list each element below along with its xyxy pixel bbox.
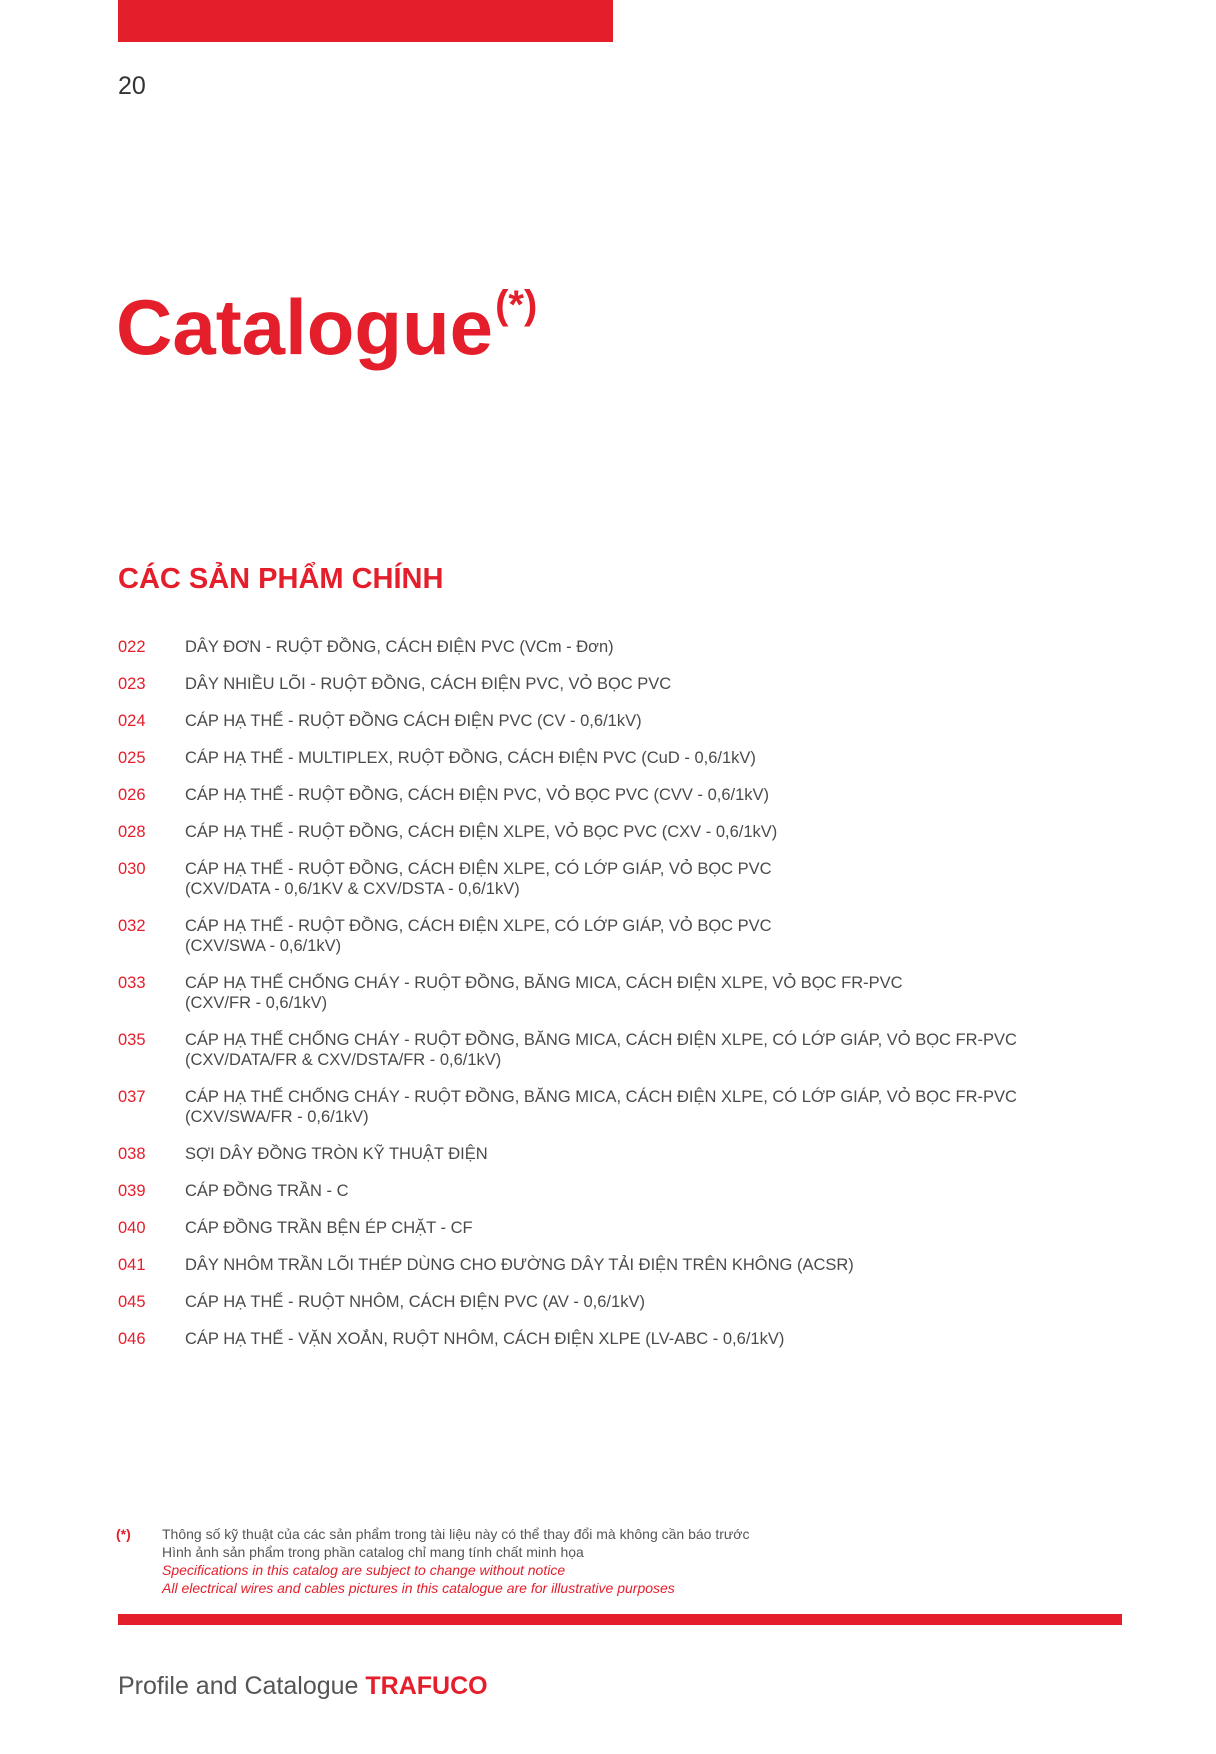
product-name — [185, 1087, 1017, 1127]
footer-brand: TRAFUCO — [365, 1672, 488, 1700]
page-number: 20 — [118, 72, 146, 100]
product-item — [118, 785, 1038, 805]
product-code: 037 — [118, 1088, 146, 1106]
product-name-line-2: (CXV/DATA - 0,6/1KV & CXV/DSTA - 0,6/1kV) — [185, 880, 520, 898]
product-item — [118, 1292, 1038, 1312]
product-name-line: CÁP HẠ THẾ - RUỘT ĐỒNG, CÁCH ĐIỆN XLPE, CÓ LỚP GIÁP, VỎ BỌC PVC — [185, 860, 772, 878]
footnote-line-en-1: Specifications in this catalog are subject to change without notice — [162, 1562, 566, 1578]
product-name-line: CÁP HẠ THẾ CHỐNG CHÁY - RUỘT ĐỒNG, BĂNG MICA, CÁCH ĐIỆN XLPE, VỎ BỌC FR-PVC — [185, 974, 903, 992]
product-item — [118, 1087, 1038, 1127]
product-name — [185, 1292, 645, 1312]
product-item — [118, 1144, 1038, 1164]
product-name-line-2: (CXV/DATA/FR & CXV/DSTA/FR - 0,6/1kV) — [185, 1051, 502, 1069]
product-item — [118, 711, 1038, 731]
product-code: 032 — [118, 917, 146, 935]
product-name-line: CÁP HẠ THẾ - RUỘT ĐỒNG, CÁCH ĐIỆN XLPE, CÓ LỚP GIÁP, VỎ BỌC PVC — [185, 917, 772, 935]
product-name-line: CÁP HẠ THẾ - RUỘT ĐỒNG, CÁCH ĐIỆN XLPE, VỎ BỌC PVC (CXV - 0,6/1kV) — [185, 823, 778, 841]
product-code: 040 — [118, 1219, 146, 1237]
product-item — [118, 1030, 1038, 1070]
product-name-line: CÁP ĐỒNG TRẦN BỆN ÉP CHẶT - CF — [185, 1219, 473, 1237]
product-item — [118, 859, 1038, 899]
product-name-line: DÂY NHIỀU LÕI - RUỘT ĐỒNG, CÁCH ĐIỆN PVC, VỎ BỌC PVC — [185, 675, 672, 693]
bottom-accent-bar — [118, 1614, 1122, 1625]
product-item — [118, 822, 1038, 842]
top-accent-bar — [118, 0, 613, 42]
product-name-line: CÁP HẠ THẾ - RUỘT ĐỒNG CÁCH ĐIỆN PVC (CV - 0,6/1kV) — [185, 712, 642, 730]
product-code: 046 — [118, 1330, 146, 1348]
product-code: 025 — [118, 749, 146, 767]
product-name-line: CÁP HẠ THẾ - VẶN XOẮN, RUỘT NHÔM, CÁCH ĐIỆN XLPE (LV-ABC - 0,6/1kV) — [185, 1330, 785, 1348]
product-code: 023 — [118, 675, 146, 693]
footnote-line-vi-2: Hình ảnh sản phẩm trong phần catalog chỉ mang tính chất minh họa — [162, 1544, 584, 1560]
product-name — [185, 748, 756, 768]
product-code: 028 — [118, 823, 146, 841]
footer-text: Profile and Catalogue — [118, 1672, 366, 1700]
product-name-line-2: (CXV/FR - 0,6/1kV) — [185, 994, 328, 1012]
product-item — [118, 1255, 1038, 1275]
footnote-line-en-2: All electrical wires and cables pictures in this catalogue are for illustrative purposes — [162, 1580, 675, 1596]
product-code: 033 — [118, 974, 146, 992]
product-item — [118, 973, 1038, 1013]
product-code: 038 — [118, 1145, 146, 1163]
product-code: 022 — [118, 638, 146, 656]
product-name — [185, 674, 671, 694]
title-text: Catalogue — [116, 283, 494, 371]
product-name — [185, 637, 614, 657]
product-code: 039 — [118, 1182, 146, 1200]
product-name — [185, 973, 903, 1013]
product-item — [118, 1329, 1038, 1349]
product-item — [118, 748, 1038, 768]
product-name-line: CÁP ĐỒNG TRẦN - C — [185, 1182, 349, 1200]
footnote-marker: (*) — [116, 1526, 131, 1542]
product-name — [185, 1329, 784, 1349]
product-name-line: DÂY NHÔM TRẦN LÕI THÉP DÙNG CHO ĐƯỜNG DÂY TẢI ĐIỆN TRÊN KHÔNG (ACSR) — [185, 1256, 854, 1274]
product-name-line: DÂY ĐƠN - RUỘT ĐỒNG, CÁCH ĐIỆN PVC (VCm - Đơn) — [185, 638, 614, 656]
product-name-line: CÁP HẠ THẾ - RUỘT ĐỒNG, CÁCH ĐIỆN PVC, VỎ BỌC PVC (CVV - 0,6/1kV) — [185, 786, 770, 804]
product-name — [185, 785, 769, 805]
section-heading: CÁC SẢN PHẨM CHÍNH — [118, 563, 444, 595]
product-name — [185, 1030, 1017, 1070]
product-item — [118, 1218, 1038, 1238]
product-code: 041 — [118, 1256, 146, 1274]
product-code: 024 — [118, 712, 146, 730]
product-item — [118, 916, 1038, 956]
footnote-line-vi-1: Thông số kỹ thuật của các sản phẩm trong tài liệu này có thể thay đổi mà không cần báo trước — [162, 1526, 750, 1542]
product-name — [185, 711, 642, 731]
product-name — [185, 1144, 488, 1164]
product-name — [185, 1218, 473, 1238]
product-name-line: CÁP HẠ THẾ CHỐNG CHÁY - RUỘT ĐỒNG, BĂNG MICA, CÁCH ĐIỆN XLPE, CÓ LỚP GIÁP, VỎ BỌC FR-PVC — [185, 1088, 1017, 1106]
product-code: 030 — [118, 860, 146, 878]
product-name — [185, 916, 772, 956]
title-footnote-mark: (*) — [495, 283, 538, 327]
product-name-line-2: (CXV/SWA/FR - 0,6/1kV) — [185, 1108, 369, 1126]
product-code: 035 — [118, 1031, 146, 1049]
product-name-line: CÁP HẠ THẾ - MULTIPLEX, RUỘT ĐỒNG, CÁCH ĐIỆN PVC (CuD - 0,6/1kV) — [185, 749, 756, 767]
product-code: 045 — [118, 1293, 146, 1311]
product-item — [118, 1181, 1038, 1201]
product-name-line: SỢI DÂY ĐỒNG TRÒN KỸ THUẬT ĐIỆN — [185, 1145, 488, 1163]
product-name — [185, 859, 772, 899]
product-name — [185, 1255, 854, 1275]
product-name-line: CÁP HẠ THẾ CHỐNG CHÁY - RUỘT ĐỒNG, BĂNG MICA, CÁCH ĐIỆN XLPE, CÓ LỚP GIÁP, VỎ BỌC FR-PVC — [185, 1031, 1017, 1049]
product-list — [118, 637, 1038, 1366]
product-name — [185, 1181, 349, 1201]
product-item — [118, 637, 1038, 657]
product-item — [118, 674, 1038, 694]
page-title — [116, 282, 537, 373]
product-code: 026 — [118, 786, 146, 804]
product-name — [185, 822, 777, 842]
product-name-line-2: (CXV/SWA - 0,6/1kV) — [185, 937, 342, 955]
footnote — [116, 1525, 749, 1597]
page-footer — [118, 1672, 488, 1701]
product-name-line: CÁP HẠ THẾ - RUỘT NHÔM, CÁCH ĐIỆN PVC (AV - 0,6/1kV) — [185, 1293, 645, 1311]
